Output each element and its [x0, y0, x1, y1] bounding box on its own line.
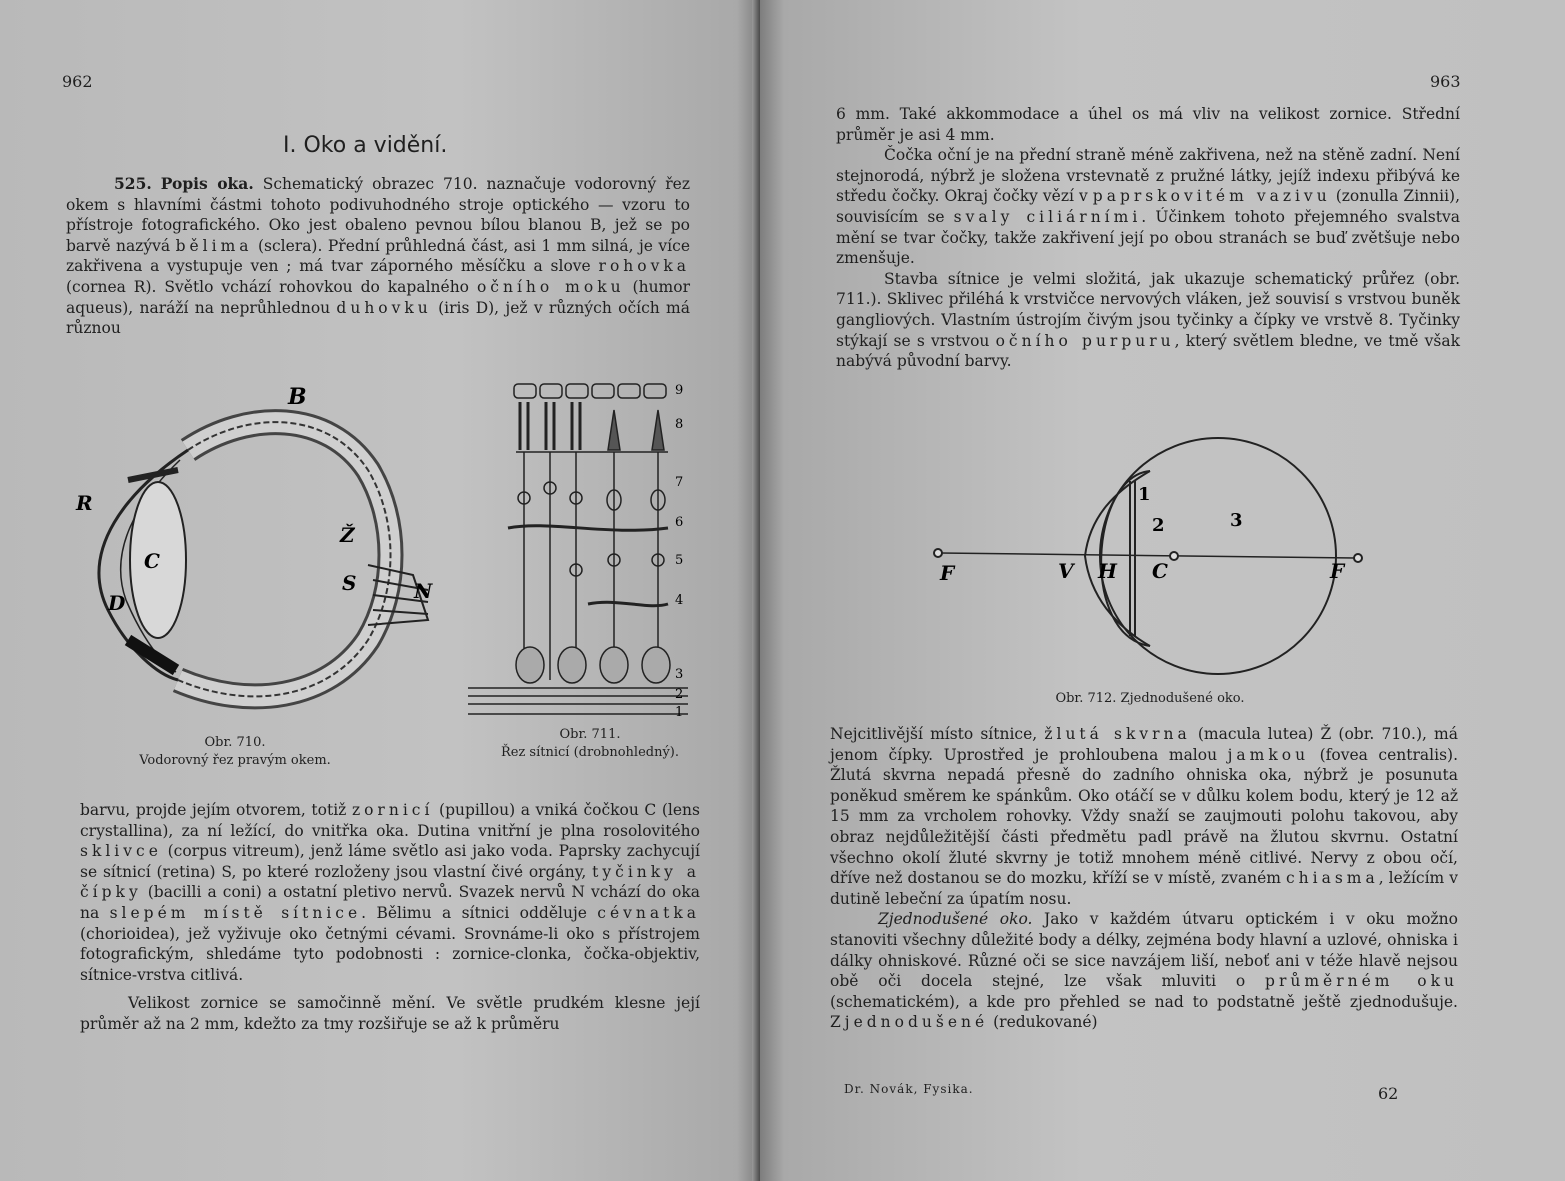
label-v: V	[1058, 559, 1074, 583]
right-page	[760, 0, 1565, 1181]
spaced-term: očního purpuru	[995, 331, 1175, 350]
spaced-term: svaly ciliárními	[953, 207, 1142, 226]
figure-712-caption: Obr. 712. Zjednodušené oko.	[1055, 691, 1245, 706]
layer-1: 1	[675, 705, 684, 720]
left-paragraph-2	[80, 800, 700, 1035]
spaced-term: zornicí	[351, 801, 434, 819]
caption-text: Vodorovný řez pravým okem.	[139, 753, 331, 768]
right-paragraph-4	[830, 724, 1458, 1033]
left-page	[0, 0, 760, 1181]
caption-text: Řez sítnicí (drobnohledný).	[500, 745, 680, 760]
caption-number: Obr. 710.	[204, 735, 266, 750]
text-run: (cornea R). Světlo vchází rohovkou do kapalného	[66, 277, 477, 296]
spaced-term: bělima	[175, 236, 253, 255]
italic-term: Zjednodušené oko.	[878, 910, 1033, 929]
section-title: Popis oka.	[160, 174, 254, 193]
spaced-term: cévnatka	[597, 903, 700, 922]
layer-3: 3	[675, 667, 684, 682]
text-run: , ležícím v dutině lebeční za úpatím nosu.	[830, 869, 1458, 908]
figure-710-eye-section	[68, 380, 448, 730]
text-run: Stavba sítnice je velmi složitá, jak ukazuje schematický průřez (obr. 711.). Sklivec přiléhá k vrstvičce nervových vláken, jež souvisí s vrstvou buněk gangliových. Vlastním ústrojím čivým jsou tyčinky a čípky ve vrstvě 8. Tyčinky stýkají se s vrstvou	[836, 269, 1460, 350]
figure-710-caption	[90, 734, 380, 770]
text-run: (sclera). Přední průhledná část, asi 1 mm silná, je více zakřivena a vystupuje ven ; má tvar záporného měsíčku a slove	[66, 236, 690, 276]
text-run: (iris D), jež v různých očích má různou	[66, 298, 690, 338]
text-run: . Účinkem tohoto přejemného svalstva mění se tvar čočky, takže zakřivení její po obou stranách se buď zvětšuje nebo zmenšuje.	[836, 207, 1460, 268]
region-2: 2	[1152, 515, 1165, 536]
text-run: (pupillou) a vniká čočkou C (lens crystallina), za ní ležící, do vnitřka oka. Dutina vnitřní je plna rosolovitého	[80, 801, 700, 840]
text-run: Čočka oční je na přední straně méně zakřivena, než na stěně zadní. Není stejnorodá, nýbrž je složena vrstevnatě z pružné látky, jejíž indexu přibývá ke středu čočky. Okraj čočky vězí v	[836, 146, 1460, 206]
text-run: (chorioidea), jež vyživuje oko četnými cévami. Srovnáme-li oko s přístrojem fotografickým, shledáme tyto podobnosti : zornice-clonka, čočka-objektiv, sítnice-vrstva citlivá.	[80, 924, 700, 984]
spaced-term: slepém místě sítnice	[109, 903, 362, 922]
figure-711-retina-section	[468, 380, 698, 720]
label-f2: F	[1330, 559, 1345, 583]
layer-8: 8	[675, 417, 684, 432]
figure-711-caption	[470, 726, 710, 762]
layer-9: 9	[675, 383, 684, 398]
spaced-term: jamkou	[1227, 745, 1310, 764]
page-number: 963	[1430, 72, 1461, 91]
label-d: D	[108, 591, 126, 615]
layer-6: 6	[675, 515, 684, 530]
text-run: (corpus vitreum), jenž láme světlo asi jako voda. Paprsky zachycují se sítnicí (retina) S, po které rozloženy jsou vlastní čivé orgány,	[80, 842, 700, 881]
label-r: R	[76, 491, 93, 515]
page-number: 962	[62, 72, 93, 91]
left-paragraph-3: Velikost zornice se samočinně mění. Ve světle prudkém klesne její průměr až na 2 mm, kdežto za tmy rozšiřuje se až k průměru	[80, 994, 700, 1033]
region-1: 1	[1138, 484, 1151, 505]
figure-712-simplified-eye	[930, 436, 1370, 686]
text-run: (zonulla Zinnii), souvisícím se	[836, 187, 1461, 226]
caption-number: Obr. 711.	[559, 727, 621, 742]
spaced-term: sklivce	[80, 842, 162, 861]
text-run: (humor aqueus), naráží na neprůhlednou	[66, 277, 690, 317]
label-n: N	[414, 579, 433, 603]
layer-5: 5	[675, 553, 684, 568]
right-paragraph-1	[836, 104, 1460, 372]
chapter-heading: I. Oko a vidění.	[283, 133, 448, 158]
left-paragraph-1	[66, 174, 690, 339]
text-run: Nejcitlivější místo sítnice,	[830, 725, 1045, 743]
region-3: 3	[1230, 510, 1243, 531]
text-run: (fovea centralis). Žlutá skvrna nepadá přesně do zadního ohniska oka, nýbrž je posunuta poněkud směrem ke spánkům. Oko otáčí se v důlku kolem bodu, který je 12 až 15 mm za vrcholem rohovky. Vždy snaží se zaujmouti polohu takovou, aby obraz nejdůležitější části předmětu padl právě na žlutou skvrnu. Ostatní všechno okolí žluté skvrny je totiž mnohem méně citlivé. Nervy z obou očí, dříve než dostanou se do mozku, kříží se v místě, zvaném	[830, 745, 1458, 888]
layer-4: 4	[675, 593, 684, 608]
spaced-term: duhovku	[336, 298, 432, 317]
layer-7: 7	[675, 475, 684, 490]
label-b: B	[288, 384, 307, 410]
footer-author: Dr. Novák, Fysika.	[844, 1082, 974, 1096]
text-run: barvu, projde jejím otvorem, totiž	[80, 801, 352, 819]
text-run: . Bělimu a sítnici odděluje	[361, 903, 598, 922]
text-run: (redukované)	[988, 1013, 1098, 1032]
spaced-term: průměrném oku	[1265, 972, 1458, 991]
spaced-term: tyčinky a čípky	[80, 862, 700, 902]
text-run: (macula lutea) Ž (obr. 710.), má jenom čípky. Uprostřed je prohloubena malou	[830, 725, 1458, 764]
layer-2: 2	[675, 687, 684, 702]
label-h: H	[1098, 559, 1117, 583]
spaced-term: Zjednodušené	[830, 1013, 989, 1032]
label-c: C	[1152, 559, 1168, 583]
spaced-term: paprskovitém vazivu	[1092, 187, 1331, 206]
section-number: 525.	[114, 174, 152, 193]
spaced-term: rohovka	[598, 257, 690, 276]
text-run: Jako v každém útvaru optickém i v oku možno stanoviti všechny důležité body a délky, zejména body hlavní a uzlové, ohniska i dálky ohniskové. Různé oči se sice navzájem liší, neboť ani v téže hlavě nejsou obě oči docela stejné, lze však mluviti o	[830, 910, 1458, 991]
text-run: Schematický obrazec 710. naznačuje vodorovný řez okem s hlavními částmi tohoto podivuhodného stroje optického — vzoru to přístroje fotografického. Oko jest obaleno pevnou bílou blanou B, jež se po barvě nazývá	[66, 175, 690, 255]
text-run: , který světlem bledne, ve tmě však nabývá původní barvy.	[836, 331, 1460, 371]
spaced-term: žlutá skvrna	[1044, 725, 1191, 743]
spaced-term: očního moku	[476, 277, 625, 296]
label-z: Ž	[340, 523, 355, 547]
label-f1: F	[940, 561, 955, 585]
label-c: C	[144, 549, 160, 573]
signature-number: 62	[1378, 1084, 1399, 1103]
paragraph-text: 6 mm. Také akkommodace a úhel os má vliv na velikost zornice. Střední průměr je asi 4 mm.	[836, 105, 1460, 144]
text-run: (schematickém), a kde pro přehled se nad to podstatně ještě zjednodušuje.	[830, 992, 1458, 1011]
spaced-term: chiasma	[1285, 869, 1379, 888]
label-s: S	[342, 571, 357, 595]
text-run: (bacilli a coni) a ostatní pletivo nervů. Svazek nervů N vchází do oka na	[80, 883, 700, 922]
